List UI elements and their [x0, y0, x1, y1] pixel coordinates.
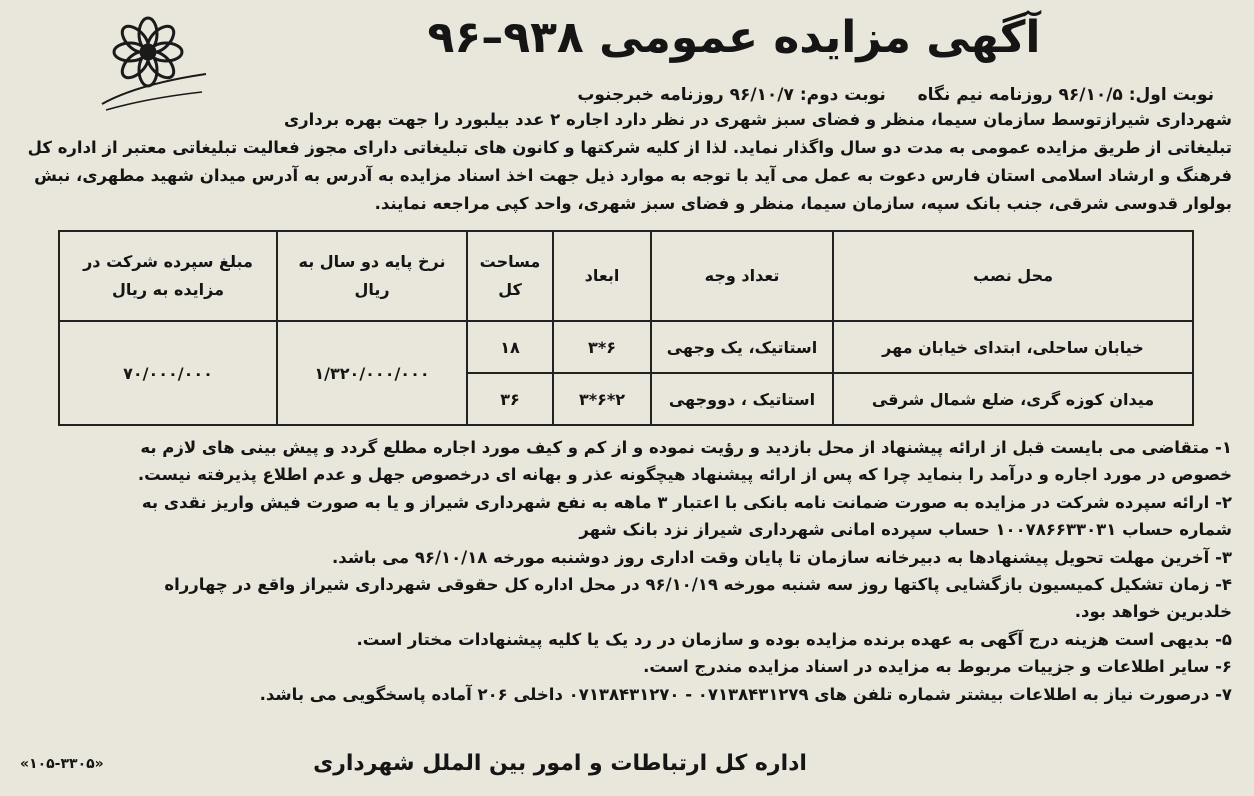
- term-line: خلدبرین خواهد بود.: [1074, 602, 1232, 622]
- term-line: ۲- ارائه سپرده شرکت در مزایده به صورت ضمانت نامه بانکی با اعتبار ۳ ماهه به نفع شهرداری شیراز و یا به صورت فیش واریز نقدی به: [141, 492, 1232, 512]
- term-line: ۵- بدیهی است هزینه درج آگهی به عهده برنده مزایده بوده و سازمان در رد یک یا کلیه پیشنهادات مختار است.: [356, 629, 1232, 649]
- intro-line: تبلیغاتی از طریق مزایده عمومی به مدت دو سال واگذار نماید. لذا از کلیه شرکتها و کانون های تبلیغاتی دارای مجوز فعالیت تبلیغاتی معتبر از اداره کل: [27, 138, 1232, 157]
- first-publication: نوبت اول: ۹۶/۱۰/۵ روزنامه نیم نگاه: [917, 85, 1214, 105]
- cell-base-rate: ۱/۳۲۰/۰۰۰/۰۰۰: [277, 321, 467, 425]
- terms-list: [20, 434, 1232, 764]
- cell-faces: استاتیک، یک وجهی: [651, 321, 833, 373]
- header-location: محل نصب: [833, 231, 1193, 321]
- flower-logo-icon: [98, 14, 210, 114]
- issuer-signature: اداره کل ارتباطات و امور بین الملل شهرداری: [313, 751, 807, 776]
- intro-line: بولوار قدوسی شرقی، جنب بانک سپه، سازمان سیما، منظر و فضای سبز شهری، واحد کپی مراجعه نمایند.: [374, 194, 1232, 213]
- term-line: ۶- سایر اطلاعات و جزییات مربوط به مزایده در اسناد مزایده مندرج است.: [643, 657, 1232, 677]
- header-base-rate: نرخ پایه دو سال به ریال: [277, 231, 467, 321]
- term-line: ۷- درصورت نیاز به اطلاعات بیشتر شماره تلفن های ۰۷۱۳۸۴۳۱۲۷۹ - ۰۷۱۳۸۴۳۱۲۷۰ داخلی ۲۰۶ آماده پاسخگویی می باشد.: [259, 684, 1232, 704]
- table-header-row: [59, 231, 1193, 321]
- cell-dimensions: ۲*۶*۳: [553, 373, 651, 425]
- cell-faces: استاتیک ، دووجهی: [651, 373, 833, 425]
- cell-area: ۱۸: [467, 321, 553, 373]
- cell-deposit: ۷۰/۰۰۰/۰۰۰: [59, 321, 277, 425]
- intro-paragraph: [20, 106, 1232, 226]
- term-line: ۴- زمان تشکیل کمیسیون بازگشایی پاکتها روز سه شنبه مورخه ۹۶/۱۰/۱۹ در محل اداره کل حقوقی شهرداری شیراز واقع در چهارراه: [164, 574, 1232, 594]
- header-deposit: مبلغ سپرده شرکت در مزایده به ریال: [59, 231, 277, 321]
- cell-location: میدان کوزه گری، ضلع شمال شرقی: [833, 373, 1193, 425]
- billboard-table: [58, 230, 1194, 426]
- header-dimensions: ابعاد: [553, 231, 651, 321]
- second-publication: نوبت دوم: ۹۶/۱۰/۷ روزنامه خبرجنوب: [577, 85, 886, 105]
- intro-line: فرهنگ و ارشاد اسلامی استان فارس دعوت به عمل می آید با توجه به موارد ذیل جهت اخذ اسناد مزایده به آدرس به آدرس میدان شهید مطهری، نبش: [34, 166, 1232, 185]
- ad-code: «۱۰۵-۳۳۰۵»: [20, 756, 104, 772]
- cell-area: ۳۶: [467, 373, 553, 425]
- cell-location: خیابان ساحلی، ابتدای خیابان مهر: [833, 321, 1193, 373]
- notice-title: آگهی مزایده عمومی ۹۳۸–۹۶: [427, 12, 1041, 63]
- publication-schedule: [324, 82, 1214, 108]
- term-line: خصوص در مورد اجاره و درآمد را بنماید چرا که پس از ارائه پیشنهاد هیچگونه عذر و بهانه ای درخصوص جهل و عدم اطلاع پذیرفته نیست.: [137, 465, 1232, 485]
- header-faces: تعداد وجه: [651, 231, 833, 321]
- header-area: مساحت کل: [467, 231, 553, 321]
- term-line: ۳- آخرین مهلت تحویل پیشنهادها به دبیرخانه سازمان تا پایان وقت اداری روز دوشنبه مورخه ۹۶/۱۰/۱۸ می باشد.: [332, 547, 1232, 567]
- table-row: [59, 321, 1193, 373]
- intro-line: شهرداری شیرازتوسط سازمان سیما، منظر و فضای سبز شهری در نظر دارد اجاره ۲ عدد بیلبورد را جهت بهره برداری: [284, 110, 1232, 129]
- term-line: شماره حساب ۱۰۰۷۸۶۶۳۳۰۳۱ حساب سپرده امانی شهرداری شیراز نزد بانک شهر: [579, 520, 1232, 540]
- term-line: ۱- متقاضی می بایست قبل از ارائه پیشنهاد از محل بازدید و رؤیت نموده و از کم و کیف مورد اجاره مطلع گردد و پیش بینی های لازم به: [140, 438, 1232, 457]
- cell-dimensions: ۶*۳: [553, 321, 651, 373]
- shiraz-municipality-logo: [98, 14, 210, 114]
